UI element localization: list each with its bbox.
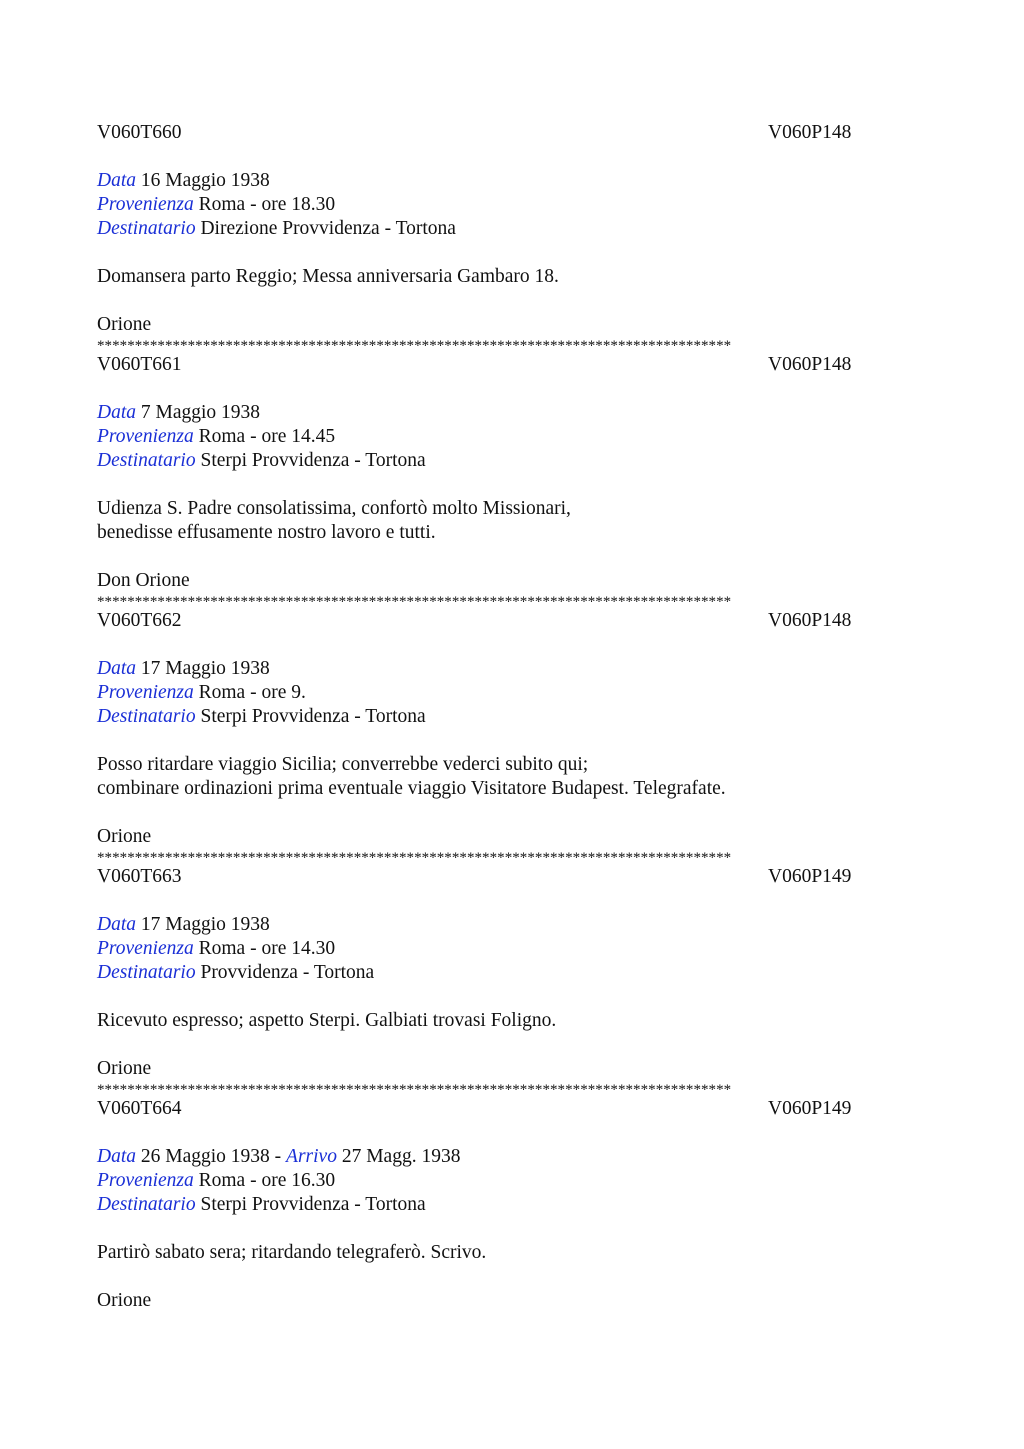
date-label: Data bbox=[97, 1146, 136, 1167]
origin-label: Provenienza bbox=[97, 682, 194, 703]
origin-value: Roma - ore 16.30 bbox=[198, 1170, 336, 1191]
signature: Orione bbox=[97, 1290, 152, 1311]
date-label: Data bbox=[97, 170, 136, 191]
telegram-id: V060T664 bbox=[97, 1098, 182, 1119]
telegram-entry bbox=[97, 353, 927, 609]
date-value: 17 Maggio 1938 bbox=[140, 914, 270, 935]
message-line: combinare ordinazioni prima eventuale viaggio Visitatore Budapest. Telegrafate. bbox=[97, 778, 726, 799]
arrival-value: 27 Magg. 1938 bbox=[341, 1146, 461, 1167]
message-line: Partirò sabato sera; ritardando telegraferò. Scrivo. bbox=[97, 1242, 487, 1263]
origin-value: Roma - ore 9. bbox=[198, 682, 306, 703]
recipient-value: Sterpi Provvidenza - Tortona bbox=[200, 1194, 426, 1215]
arrival-label: Arrivo bbox=[286, 1146, 337, 1167]
recipient-line bbox=[97, 705, 927, 729]
signature: Orione bbox=[97, 826, 152, 847]
message-line: benedisse effusamente nostro lavoro e tutti. bbox=[97, 522, 436, 543]
recipient-value: Sterpi Provvidenza - Tortona bbox=[200, 450, 426, 471]
date-line bbox=[97, 1145, 927, 1169]
date-line bbox=[97, 401, 927, 425]
date-value: 7 Maggio 1938 bbox=[140, 402, 261, 423]
origin-label: Provenienza bbox=[97, 194, 194, 215]
origin-label: Provenienza bbox=[97, 426, 194, 447]
entry-header bbox=[97, 121, 927, 145]
page-reference: V060P149 bbox=[768, 866, 852, 887]
date-label: Data bbox=[97, 914, 136, 935]
date-value: 17 Maggio 1938 bbox=[140, 658, 270, 679]
telegram-entry bbox=[97, 1097, 927, 1313]
origin-line bbox=[97, 193, 927, 217]
origin-label: Provenienza bbox=[97, 938, 194, 959]
separator: ************************************************************************************ bbox=[97, 339, 732, 353]
page-reference: V060P148 bbox=[768, 354, 852, 375]
origin-line bbox=[97, 681, 927, 705]
page-reference: V060P148 bbox=[768, 122, 852, 143]
recipient-line bbox=[97, 961, 927, 985]
date-value: 26 Maggio 1938 - bbox=[140, 1146, 287, 1167]
message-line: Ricevuto espresso; aspetto Sterpi. Galbiati trovasi Foligno. bbox=[97, 1010, 557, 1031]
recipient-value: Sterpi Provvidenza - Tortona bbox=[200, 706, 426, 727]
entry-header bbox=[97, 609, 927, 633]
telegram-id: V060T660 bbox=[97, 122, 182, 143]
page-reference: V060P148 bbox=[768, 610, 852, 631]
recipient-label: Destinatario bbox=[97, 450, 196, 471]
separator: ************************************************************************************ bbox=[97, 1083, 732, 1097]
date-line bbox=[97, 913, 927, 937]
entry-header bbox=[97, 1097, 927, 1121]
origin-value: Roma - ore 14.30 bbox=[198, 938, 336, 959]
recipient-line bbox=[97, 1193, 927, 1217]
message-line: Udienza S. Padre consolatissima, confortò molto Missionari, bbox=[97, 498, 571, 519]
telegram-entry bbox=[97, 865, 927, 1097]
origin-line bbox=[97, 937, 927, 961]
recipient-line bbox=[97, 449, 927, 473]
date-line bbox=[97, 657, 927, 681]
telegram-id: V060T661 bbox=[97, 354, 182, 375]
origin-value: Roma - ore 14.45 bbox=[198, 426, 336, 447]
date-label: Data bbox=[97, 402, 136, 423]
signature: Don Orione bbox=[97, 570, 190, 591]
origin-label: Provenienza bbox=[97, 1170, 194, 1191]
recipient-value: Direzione Provvidenza - Tortona bbox=[200, 218, 456, 239]
recipient-label: Destinatario bbox=[97, 706, 196, 727]
separator: ************************************************************************************ bbox=[97, 851, 732, 865]
document-page bbox=[97, 121, 927, 1313]
message-line: Posso ritardare viaggio Sicilia; converrebbe vederci subito qui; bbox=[97, 754, 589, 775]
message-line: Domansera parto Reggio; Messa anniversaria Gambaro 18. bbox=[97, 266, 559, 287]
recipient-line bbox=[97, 217, 927, 241]
origin-value: Roma - ore 18.30 bbox=[198, 194, 336, 215]
telegram-entry bbox=[97, 609, 927, 865]
date-label: Data bbox=[97, 658, 136, 679]
origin-line bbox=[97, 425, 927, 449]
telegram-id: V060T662 bbox=[97, 610, 182, 631]
entry-header bbox=[97, 865, 927, 889]
telegram-entry bbox=[97, 121, 927, 353]
entry-header bbox=[97, 353, 927, 377]
recipient-value: Provvidenza - Tortona bbox=[200, 962, 375, 983]
date-value: 16 Maggio 1938 bbox=[140, 170, 270, 191]
telegram-id: V060T663 bbox=[97, 866, 182, 887]
separator: ************************************************************************************ bbox=[97, 595, 732, 609]
recipient-label: Destinatario bbox=[97, 218, 196, 239]
signature: Orione bbox=[97, 314, 152, 335]
recipient-label: Destinatario bbox=[97, 962, 196, 983]
date-line bbox=[97, 169, 927, 193]
recipient-label: Destinatario bbox=[97, 1194, 196, 1215]
page-reference: V060P149 bbox=[768, 1098, 852, 1119]
origin-line bbox=[97, 1169, 927, 1193]
signature: Orione bbox=[97, 1058, 152, 1079]
